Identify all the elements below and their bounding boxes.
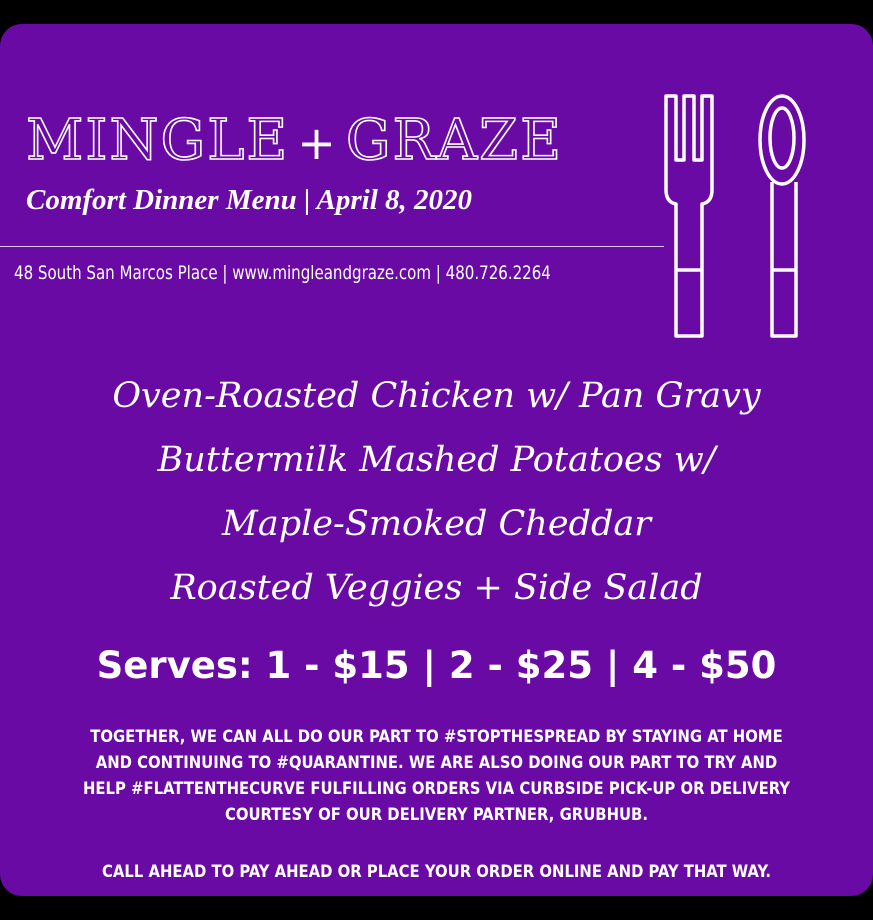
menu-item: Oven-Roasted Chicken w/ Pan Gravy [112, 376, 761, 416]
header-divider [0, 246, 664, 247]
brand-title-plus: + [297, 116, 338, 170]
notice-line: TOGETHER, WE CAN ALL DO OUR PART TO #STOPTHESPREAD BY STAYING AT HOME [90, 727, 783, 746]
fork-icon [666, 96, 712, 336]
notice-line: HELP #FLATTENTHECURVE FULFILLING ORDERS VIA CURBSIDE PICK-UP OR DELIVERY [82, 779, 791, 798]
notice-line: COURTESY OF OUR DELIVERY PARTNER, GRUBHUB. [224, 805, 649, 824]
menu-item: Roasted Veggies + Side Salad [170, 568, 703, 608]
menu-item: Buttermilk Mashed Potatoes w/ [157, 440, 716, 480]
contact-line: 48 South San Marcos Place | www.mingleandgraze.com | 480.726.2264 [14, 262, 551, 284]
notice-text [10, 724, 863, 828]
menu-subtitle: Comfort Dinner Menu | April 8, 2020 [26, 184, 473, 216]
menu-item: Maple-Smoked Cheddar [222, 504, 651, 544]
call-ahead-text: CALL AHEAD TO PAY AHEAD OR PLACE YOUR ORDER ONLINE AND PAY THAT WAY. [102, 862, 771, 881]
utensils-graphic [660, 90, 810, 350]
brand-title-right: GRAZE [345, 108, 563, 173]
menu-items [0, 364, 873, 620]
brand-title-left: MINGLE [26, 108, 290, 173]
pricing-serves: Serves: 1 - $15 | 2 - $25 | 4 - $50 [96, 644, 777, 687]
notice-line: AND CONTINUING TO #QUARANTINE. WE ARE ALSO DOING OUR PART TO TRY AND [95, 753, 778, 772]
menu-flyer [0, 24, 873, 896]
brand-title [26, 108, 563, 173]
spoon-icon [760, 96, 804, 336]
